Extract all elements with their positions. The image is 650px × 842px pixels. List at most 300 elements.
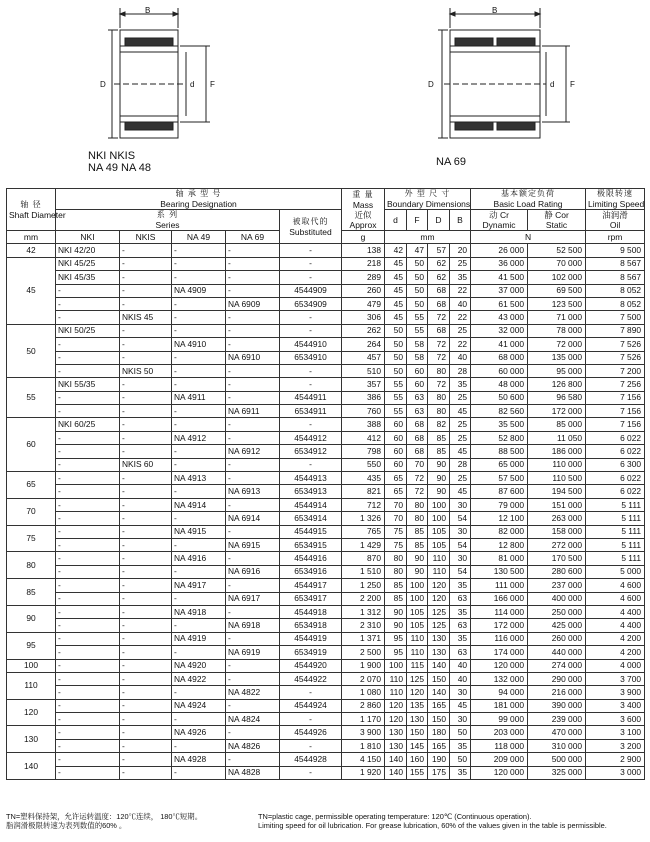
table-cell: - [120, 672, 172, 685]
table-cell: - [56, 525, 120, 538]
table-cell: 4 150 [342, 753, 385, 766]
table-cell: 32 000 [471, 324, 528, 337]
table-cell: 71 000 [528, 311, 586, 324]
table-cell: 55 [385, 405, 407, 418]
table-cell: 25 [450, 257, 471, 270]
table-row [7, 753, 645, 766]
table-cell: NA 4915 [172, 525, 226, 538]
table-cell: 35 [450, 632, 471, 645]
table-cell: 70 [407, 458, 428, 471]
left-inner-label: d [190, 80, 195, 89]
table-cell: 72 [407, 472, 428, 485]
table-cell: NA 6914 [226, 512, 280, 525]
table-cell: 90 [407, 565, 428, 578]
table-cell: 50 [385, 351, 407, 364]
table-cell: 28 [450, 364, 471, 377]
table-cell: - [56, 538, 120, 551]
table-row [7, 552, 645, 565]
right-inner-label: d [550, 80, 555, 89]
table-row [7, 351, 645, 364]
table-cell: 470 000 [528, 726, 586, 739]
table-row [7, 726, 645, 739]
table-cell: 85 [428, 431, 450, 444]
table-cell: 118 000 [471, 739, 528, 752]
table-cell: 80 [407, 498, 428, 511]
table-cell: 4 200 [586, 646, 645, 659]
table-cell: 22 [450, 338, 471, 351]
table-cell: 50 [385, 338, 407, 351]
table-cell: 175 [428, 766, 450, 779]
table-cell: 110 [407, 632, 428, 645]
table-cell: 174 000 [471, 646, 528, 659]
table-cell: 130 [428, 632, 450, 645]
col-D: D [428, 210, 450, 231]
table-cell: 263 000 [528, 512, 586, 525]
table-row [7, 672, 645, 685]
table-cell: - [226, 659, 280, 672]
unit-shaft: mm [7, 231, 56, 244]
table-cell: - [120, 244, 172, 257]
col-na69: NA 69 [226, 231, 280, 244]
table-cell: 60 [407, 364, 428, 377]
table-cell: 6534916 [280, 565, 342, 578]
table-row [7, 699, 645, 712]
table-cell: - [226, 364, 280, 377]
table-cell: - [56, 672, 120, 685]
table-cell: 45 [450, 485, 471, 498]
table-cell: 25 [450, 472, 471, 485]
table-cell: 7 156 [586, 418, 645, 431]
table-cell: - [120, 418, 172, 431]
table-cell: 6534919 [280, 646, 342, 659]
left-caption-line2: NA 49 NA 48 [88, 162, 151, 174]
table-cell: 114 000 [471, 605, 528, 618]
col-na49: NA 49 [172, 231, 226, 244]
table-cell: 36 000 [471, 257, 528, 270]
table-cell: 40 [450, 297, 471, 310]
table-cell: 105 [428, 538, 450, 551]
table-cell: 62 [428, 257, 450, 270]
table-cell: 45 [385, 311, 407, 324]
table-cell: - [172, 378, 226, 391]
table-cell: 45 [450, 445, 471, 458]
table-cell: 5 111 [586, 525, 645, 538]
table-cell: - [56, 579, 120, 592]
table-row [7, 605, 645, 618]
table-cell: 8 052 [586, 297, 645, 310]
table-cell: 4544909 [280, 284, 342, 297]
table-cell: 4544914 [280, 498, 342, 511]
table-cell: - [172, 324, 226, 337]
boundary-dimensions-header: 外 型 尺 寸 Boundary Dimensions [385, 189, 471, 210]
table-cell: 30 [450, 686, 471, 699]
table-cell: 35 [450, 271, 471, 284]
table-cell: 165 [428, 699, 450, 712]
table-cell: - [120, 739, 172, 752]
table-cell: 1 312 [342, 605, 385, 618]
table-row [7, 498, 645, 511]
table-cell: NA 4912 [172, 431, 226, 444]
table-cell: 325 000 [528, 766, 586, 779]
table-cell: 35 [450, 579, 471, 592]
footnote-cn-line1: TN=塑料保持架，允许运转温度：120℃连续， 180℃短期。 [6, 812, 203, 821]
table-cell: 28 [450, 458, 471, 471]
table-cell: 4544928 [280, 753, 342, 766]
table-cell: 140 [385, 753, 407, 766]
table-cell: 3 700 [586, 672, 645, 685]
table-cell: - [226, 244, 280, 257]
table-cell: 45 [385, 257, 407, 270]
table-cell: 63 [450, 646, 471, 659]
table-cell: NA 4822 [226, 686, 280, 699]
table-cell: 7 500 [586, 311, 645, 324]
table-cell: - [172, 445, 226, 458]
table-cell: 55 [385, 391, 407, 404]
table-row [7, 445, 645, 458]
table-cell: 70 [385, 498, 407, 511]
limiting-speed-header: 极限转速 Limiting Speed [586, 189, 645, 210]
unit-speed: rpm [586, 231, 645, 244]
table-cell: 25 [450, 391, 471, 404]
table-cell: 68 [428, 284, 450, 297]
footnote-en [258, 812, 648, 830]
table-cell: 172 000 [528, 405, 586, 418]
table-cell: 4 000 [586, 659, 645, 672]
table-cell: 105 [407, 619, 428, 632]
table-cell: - [120, 619, 172, 632]
table-cell: 1 510 [342, 565, 385, 578]
shaft-diameter-cell: 85 [7, 579, 56, 606]
table-cell: - [226, 699, 280, 712]
unit-mass: g [342, 231, 385, 244]
table-cell: 290 000 [528, 672, 586, 685]
table-cell: 7 890 [586, 324, 645, 337]
table-cell: 435 [342, 472, 385, 485]
table-row [7, 284, 645, 297]
table-cell: 35 [450, 378, 471, 391]
table-cell: - [56, 659, 120, 672]
table-cell: 47 [407, 244, 428, 257]
table-cell: - [172, 592, 226, 605]
table-cell: 2 200 [342, 592, 385, 605]
table-cell: 798 [342, 445, 385, 458]
table-cell: - [172, 766, 226, 779]
table-cell: - [56, 686, 120, 699]
table-cell: NA 4916 [172, 552, 226, 565]
oil-header: 油润滑 Oil [586, 210, 645, 231]
table-cell: 50 [407, 271, 428, 284]
table-cell: 12 100 [471, 512, 528, 525]
table-cell: 130 [407, 713, 428, 726]
table-cell: 82 000 [471, 525, 528, 538]
table-cell: 262 [342, 324, 385, 337]
table-cell: - [120, 445, 172, 458]
table-cell: - [226, 391, 280, 404]
table-cell: 5 111 [586, 512, 645, 525]
table-cell: 3 400 [586, 699, 645, 712]
table-cell: 110 [407, 646, 428, 659]
table-cell: - [226, 418, 280, 431]
table-cell: 216 000 [528, 686, 586, 699]
table-body [7, 244, 645, 780]
right-raceway-label: F [570, 80, 575, 89]
table-cell: 760 [342, 405, 385, 418]
table-cell: NA 4919 [172, 632, 226, 645]
table-cell: 110 500 [528, 472, 586, 485]
table-cell: 85 [407, 538, 428, 551]
table-cell: 45 [450, 699, 471, 712]
table-row [7, 512, 645, 525]
table-cell: - [120, 632, 172, 645]
table-cell: 155 [407, 766, 428, 779]
table-cell: - [120, 753, 172, 766]
table-cell: 150 [428, 713, 450, 726]
table-cell: 357 [342, 378, 385, 391]
table-cell: 20 [450, 244, 471, 257]
table-cell: 239 000 [528, 713, 586, 726]
table-cell: 4 400 [586, 619, 645, 632]
right-caption: NA 69 [436, 156, 466, 168]
diagram-na69 [438, 8, 570, 138]
table-cell: 218 [342, 257, 385, 270]
shaft-diameter-cell: 90 [7, 605, 56, 632]
table-cell: 6 022 [586, 445, 645, 458]
table-cell: - [172, 364, 226, 377]
static-header: 静 Cor Static [528, 210, 586, 231]
table-cell: 63 [407, 405, 428, 418]
table-cell: 100 [407, 592, 428, 605]
table-cell: - [120, 686, 172, 699]
table-cell: 151 000 [528, 498, 586, 511]
table-cell: 94 000 [471, 686, 528, 699]
table-cell: 510 [342, 364, 385, 377]
table-cell: 85 000 [528, 418, 586, 431]
table-cell: 69 500 [528, 284, 586, 297]
table-cell: - [120, 391, 172, 404]
table-cell: 60 [385, 445, 407, 458]
table-cell: 712 [342, 498, 385, 511]
table-cell: - [56, 472, 120, 485]
table-cell: 130 [428, 646, 450, 659]
table-cell: - [56, 739, 120, 752]
table-cell: 4544910 [280, 338, 342, 351]
table-cell: 54 [450, 512, 471, 525]
table-cell: 72 [428, 338, 450, 351]
table-cell: 2 070 [342, 672, 385, 685]
dynamic-header: 动 Cr Dynamic [471, 210, 528, 231]
table-row [7, 458, 645, 471]
shaft-diameter-cell: 42 [7, 244, 56, 257]
table-cell: 12 800 [471, 538, 528, 551]
table-cell: NA 4917 [172, 579, 226, 592]
table-cell: 440 000 [528, 646, 586, 659]
table-cell: - [56, 753, 120, 766]
table-cell: - [120, 324, 172, 337]
table-cell: NA 4924 [172, 699, 226, 712]
table-cell: 386 [342, 391, 385, 404]
table-cell: 140 [385, 766, 407, 779]
table-cell: 1 170 [342, 713, 385, 726]
table-cell: - [120, 605, 172, 618]
table-cell: 388 [342, 418, 385, 431]
table-cell: - [172, 739, 226, 752]
table-cell: 209 000 [471, 753, 528, 766]
table-cell: 45 [450, 405, 471, 418]
table-cell: 37 000 [471, 284, 528, 297]
table-cell: 105 [428, 525, 450, 538]
table-cell: 58 [407, 338, 428, 351]
table-cell: 50 600 [471, 391, 528, 404]
table-cell: 4544924 [280, 699, 342, 712]
table-cell: 65 000 [471, 458, 528, 471]
table-cell: 125 [407, 672, 428, 685]
table-row [7, 565, 645, 578]
table-cell: - [120, 646, 172, 659]
table-cell: 165 [428, 739, 450, 752]
right-outer-label: D [428, 80, 434, 89]
table-row [7, 619, 645, 632]
right-b-label: B [492, 6, 498, 15]
table-cell: 35 [450, 766, 471, 779]
table-cell: 1 900 [342, 659, 385, 672]
table-cell: 72 [428, 351, 450, 364]
table-cell: - [56, 445, 120, 458]
table-cell: - [226, 338, 280, 351]
table-cell: 390 000 [528, 699, 586, 712]
table-cell: 289 [342, 271, 385, 284]
table-cell: 4544920 [280, 659, 342, 672]
table-cell: NA 6912 [226, 445, 280, 458]
table-cell: 194 500 [528, 485, 586, 498]
table-cell: 135 000 [528, 351, 586, 364]
table-cell: NKIS 45 [120, 311, 172, 324]
table-cell: 138 [342, 244, 385, 257]
table-cell: - [172, 311, 226, 324]
table-row [7, 405, 645, 418]
table-cell: 260 000 [528, 632, 586, 645]
table-cell: 120 [428, 592, 450, 605]
table-cell: NA 4826 [226, 739, 280, 752]
table-cell: - [226, 632, 280, 645]
table-cell: - [56, 338, 120, 351]
table-cell: 54 [450, 565, 471, 578]
table-cell: 100 [428, 498, 450, 511]
table-cell: 75 [385, 525, 407, 538]
shaft-diameter-cell: 95 [7, 632, 56, 659]
table-cell: - [280, 458, 342, 471]
table-cell: 310 000 [528, 739, 586, 752]
table-cell: 90 [428, 485, 450, 498]
shaft-diameter-cell: 80 [7, 552, 56, 579]
table-cell: - [226, 311, 280, 324]
table-cell: 88 500 [471, 445, 528, 458]
table-cell: - [56, 391, 120, 404]
table-cell: 425 000 [528, 619, 586, 632]
footnote-cn [6, 812, 256, 830]
table-cell: - [120, 431, 172, 444]
table-cell: - [172, 271, 226, 284]
table-row [7, 739, 645, 752]
table-cell: - [172, 512, 226, 525]
series-header: 系 列 Series [56, 210, 280, 231]
table-cell: - [120, 498, 172, 511]
substituted-header: 被取代的 Substituted [280, 210, 342, 244]
table-cell: 2 310 [342, 619, 385, 632]
table-cell: - [226, 579, 280, 592]
table-cell: 6534910 [280, 351, 342, 364]
table-cell: NA 4909 [172, 284, 226, 297]
table-cell: NA 4926 [172, 726, 226, 739]
table-cell: - [56, 512, 120, 525]
table-cell: 55 [407, 324, 428, 337]
table-cell: - [56, 766, 120, 779]
table-head [7, 189, 645, 244]
table-cell: - [120, 405, 172, 418]
table-cell: NA 4911 [172, 391, 226, 404]
table-cell: - [56, 364, 120, 377]
table-cell: 160 [407, 753, 428, 766]
table-cell: 80 [428, 405, 450, 418]
table-cell: - [56, 485, 120, 498]
table-cell: 85 [385, 579, 407, 592]
table-cell: - [226, 552, 280, 565]
table-cell: - [56, 565, 120, 578]
table-cell: - [226, 378, 280, 391]
table-cell: - [120, 525, 172, 538]
table-cell: - [172, 418, 226, 431]
table-cell: 45 [385, 297, 407, 310]
table-cell: 48 000 [471, 378, 528, 391]
table-cell: 6534909 [280, 297, 342, 310]
table-row [7, 646, 645, 659]
table-cell: 63 [450, 592, 471, 605]
table-cell: 35 [450, 605, 471, 618]
table-cell: - [226, 726, 280, 739]
table-cell: 25 [450, 324, 471, 337]
table-cell: NA 4918 [172, 605, 226, 618]
table-cell: 45 [385, 284, 407, 297]
table-cell: NA 6919 [226, 646, 280, 659]
table-cell: 8 567 [586, 257, 645, 270]
table-cell: NA 4828 [226, 766, 280, 779]
table-cell: 140 [428, 659, 450, 672]
table-row [7, 418, 645, 431]
table-cell: - [280, 686, 342, 699]
table-cell: 4544918 [280, 605, 342, 618]
table-cell: - [56, 726, 120, 739]
table-cell: 6534911 [280, 405, 342, 418]
table-cell: 140 [428, 686, 450, 699]
table-cell: 43 000 [471, 311, 528, 324]
table-cell: 50 [407, 297, 428, 310]
table-cell: 500 000 [528, 753, 586, 766]
table-cell: 1 250 [342, 579, 385, 592]
table-cell: - [120, 472, 172, 485]
table-cell: 1 080 [342, 686, 385, 699]
table-cell: 90 [385, 605, 407, 618]
shaft-diameter-cell: 50 [7, 324, 56, 378]
table-cell: 123 500 [528, 297, 586, 310]
table-cell: 70 000 [528, 257, 586, 270]
table-cell: 65 [385, 472, 407, 485]
table-row [7, 311, 645, 324]
table-cell: 765 [342, 525, 385, 538]
table-cell: - [226, 472, 280, 485]
table-cell: 110 [385, 672, 407, 685]
table-cell: 7 526 [586, 351, 645, 364]
table-cell: 50 [450, 726, 471, 739]
table-cell: 181 000 [471, 699, 528, 712]
